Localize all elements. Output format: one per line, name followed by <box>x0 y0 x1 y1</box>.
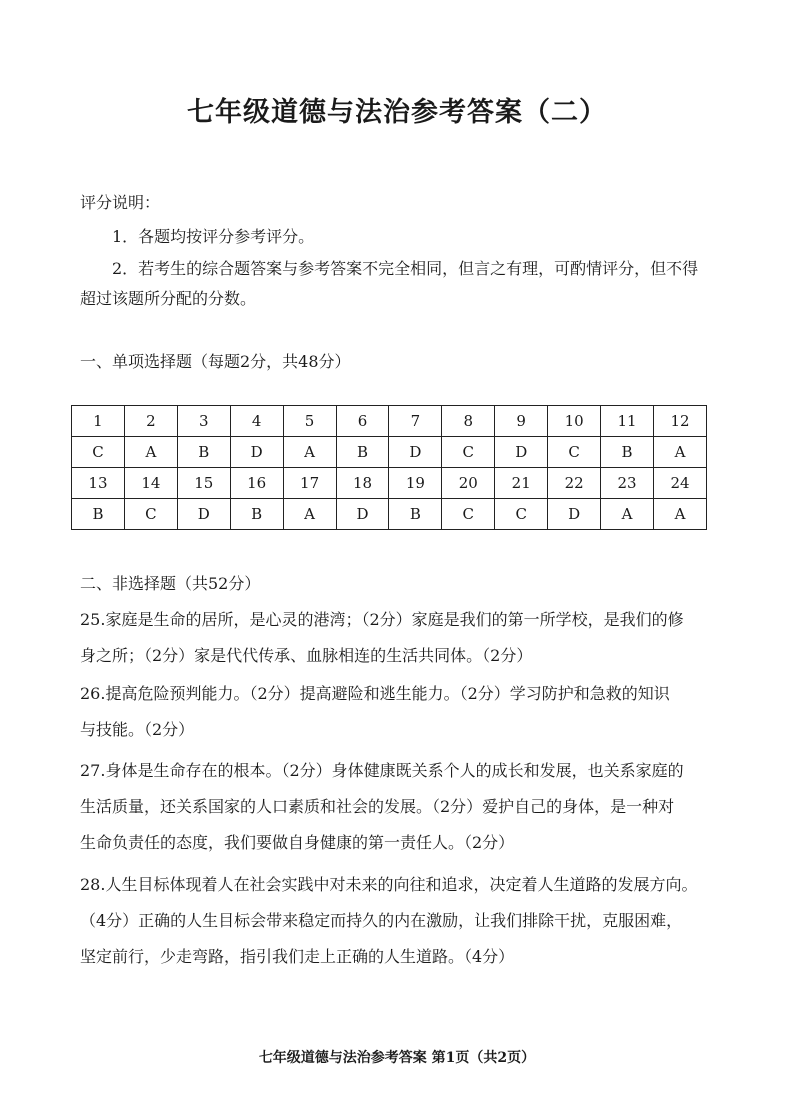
question-number-cell: 18 <box>336 468 389 499</box>
question-number-cell: 14 <box>124 468 177 499</box>
answer-cell: B <box>230 499 283 530</box>
answer-cell: B <box>336 437 389 468</box>
question-number-cell: 4 <box>230 406 283 437</box>
answer-cell: B <box>389 499 442 530</box>
question-number-cell: 22 <box>548 468 601 499</box>
question-number-cell: 7 <box>389 406 442 437</box>
answer-cell: B <box>177 437 230 468</box>
question-number-cell: 20 <box>442 468 495 499</box>
section2-heading: 二、非选择题（共52分） <box>80 574 261 593</box>
answer-table <box>71 405 707 530</box>
answer-cell: D <box>230 437 283 468</box>
question-number-cell: 6 <box>336 406 389 437</box>
answer-26 <box>80 676 720 748</box>
answer-line: 生活质量，还关系国家的人口素质和社会的发展。（2分）爱护自己的身体，是一种对 <box>80 797 675 816</box>
answer-line: 生命负责任的态度，我们要做自身健康的第一责任人。（2分） <box>80 833 515 852</box>
answer-line: 身之所；（2分）家是代代传承、血脉相连的生活共同体。（2分） <box>80 646 533 665</box>
question-number-cell: 19 <box>389 468 442 499</box>
table-row <box>72 499 707 530</box>
answer-cell: D <box>177 499 230 530</box>
answer-25 <box>80 602 720 674</box>
notes-item-2-line-2: 超过该题所分配的分数。 <box>80 289 257 308</box>
answer-27 <box>80 753 720 861</box>
answer-line: 27.身体是生命存在的根本。（2分）身体健康既关系个人的成长和发展，也关系家庭的 <box>80 761 684 780</box>
answer-cell: A <box>601 499 654 530</box>
question-number-cell: 17 <box>283 468 336 499</box>
answer-cell: C <box>72 437 125 468</box>
answer-cell: B <box>601 437 654 468</box>
question-number-cell: 3 <box>177 406 230 437</box>
section1-heading: 一、单项选择题（每题2分，共48分） <box>80 352 351 371</box>
answer-cell: C <box>548 437 601 468</box>
question-number-cell: 24 <box>653 468 706 499</box>
answer-cell: B <box>72 499 125 530</box>
table-row <box>72 468 707 499</box>
answer-cell: D <box>389 437 442 468</box>
answer-line: 28.人生目标体现着人在社会实践中对未来的向往和追求，决定着人生道路的发展方向。 <box>80 875 698 894</box>
answer-cell: C <box>442 437 495 468</box>
page-footer: 七年级道德与法治参考答案 第1页（共2页） <box>258 1050 536 1066</box>
question-number-cell: 8 <box>442 406 495 437</box>
answer-line: 坚定前行，少走弯路，指引我们走上正确的人生道路。（4分） <box>80 947 515 966</box>
answer-line: 26.提高危险预判能力。（2分）提高避险和逃生能力。（2分）学习防护和急救的知识 <box>80 684 670 703</box>
answer-line: （4分）正确的人生目标会带来稳定而持久的内在激励，让我们排除干扰，克服困难， <box>80 911 683 930</box>
question-number-cell: 1 <box>72 406 125 437</box>
question-number-cell: 16 <box>230 468 283 499</box>
table-row <box>72 406 707 437</box>
answer-line: 与技能。（2分） <box>80 720 195 739</box>
answer-cell: D <box>336 499 389 530</box>
page-title: 七年级道德与法治参考答案（二） <box>187 97 607 128</box>
notes-heading: 评分说明： <box>80 193 161 212</box>
answer-cell: C <box>442 499 495 530</box>
notes-item-1: 1．各题均按评分参考评分。 <box>112 227 315 246</box>
answer-cell: D <box>548 499 601 530</box>
question-number-cell: 13 <box>72 468 125 499</box>
question-number-cell: 9 <box>495 406 548 437</box>
question-number-cell: 21 <box>495 468 548 499</box>
answer-cell: C <box>124 499 177 530</box>
answer-line: 25.家庭是生命的居所，是心灵的港湾；（2分）家庭是我们的第一所学校，是我们的修 <box>80 610 684 629</box>
answer-28 <box>80 867 720 975</box>
answer-cell: A <box>283 499 336 530</box>
answer-cell: A <box>653 437 706 468</box>
question-number-cell: 2 <box>124 406 177 437</box>
question-number-cell: 23 <box>601 468 654 499</box>
table-row <box>72 437 707 468</box>
question-number-cell: 10 <box>548 406 601 437</box>
notes-item-2-line-1: 2．若考生的综合题答案与参考答案不完全相同，但言之有理，可酌情评分，但不得 <box>112 259 699 278</box>
question-number-cell: 15 <box>177 468 230 499</box>
answer-cell: A <box>283 437 336 468</box>
answer-cell: C <box>495 499 548 530</box>
answer-cell: A <box>124 437 177 468</box>
question-number-cell: 12 <box>653 406 706 437</box>
answer-cell: D <box>495 437 548 468</box>
question-number-cell: 5 <box>283 406 336 437</box>
answer-cell: A <box>653 499 706 530</box>
question-number-cell: 11 <box>601 406 654 437</box>
